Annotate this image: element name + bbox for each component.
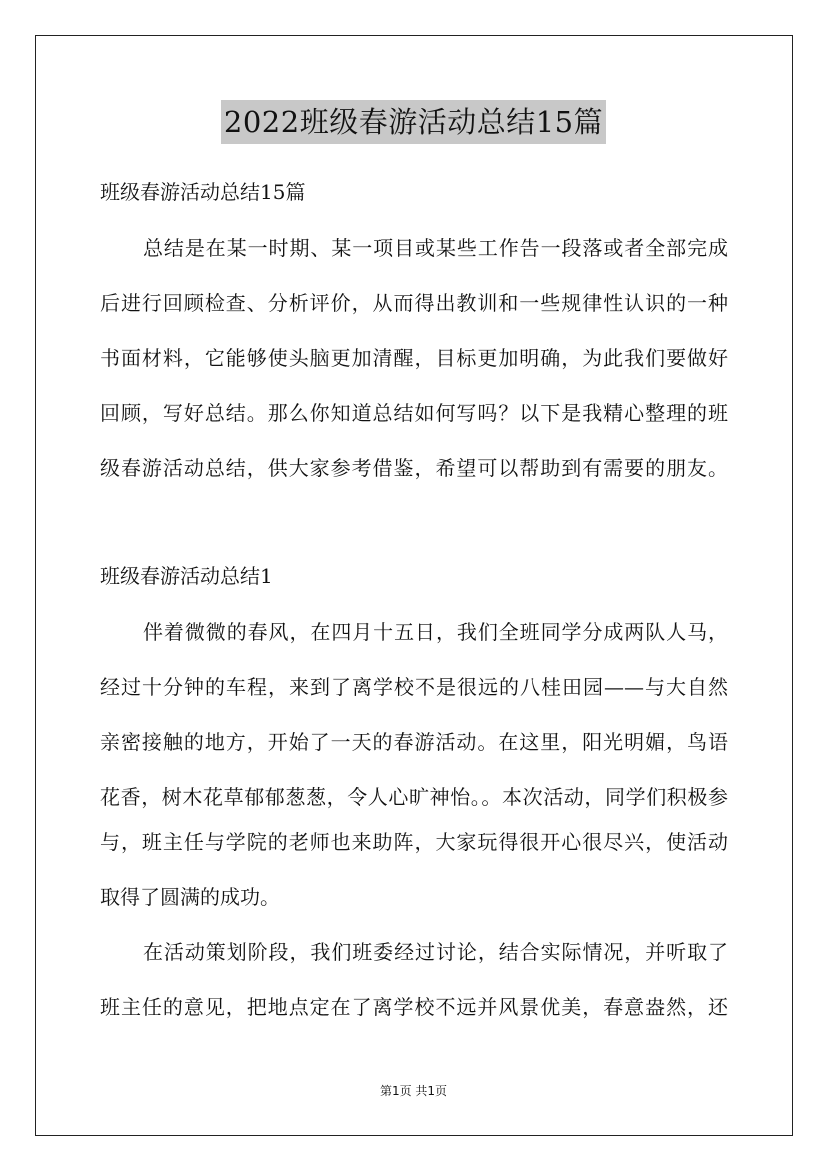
paragraph-line: 花香，树木花草郁郁葱葱，令人心旷神怡。。本次活动，同学们积极参: [100, 785, 728, 809]
intro-line: 后进行回顾检查、分析评价，从而得出教训和一些规律性认识的一种: [100, 291, 728, 315]
title-container: [0, 100, 827, 144]
paragraph-line: 经过十分钟的车程，来到了离学校不是很远的八桂田园——与大自然: [100, 675, 728, 699]
intro-line: 级春游活动总结，供大家参考借鉴，希望可以帮助到有需要的朋友。: [100, 456, 728, 480]
intro-line: 书面材料，它能够使头脑更加清醒，目标更加明确，为此我们要做好: [100, 346, 728, 370]
paragraph-line: 取得了圆满的成功。: [100, 885, 280, 909]
document-title: 2022班级春游活动总结15篇: [221, 100, 606, 144]
intro-line: 总结是在某一时期、某一项目或某些工作告一段落或者全部完成: [143, 236, 728, 260]
paragraph-line: 亲密接触的地方，开始了一天的春游活动。在这里，阳光明媚，鸟语: [100, 730, 728, 754]
paragraph-line: 伴着微微的春风，在四月十五日，我们全班同学分成两队人马，: [143, 620, 728, 644]
subtitle: 班级春游活动总结15篇: [100, 180, 306, 204]
paragraph-line: 班主任的意见，把地点定在了离学校不远并风景优美，春意盎然，还: [100, 995, 728, 1019]
paragraph-line: 在活动策划阶段，我们班委经过讨论，结合实际情况，并听取了: [143, 940, 728, 964]
intro-line: 回顾，写好总结。那么你知道总结如何写吗？以下是我精心整理的班: [100, 401, 728, 425]
page-footer: 第1页 共1页: [379, 1084, 448, 1098]
section-heading: 班级春游活动总结1: [100, 564, 273, 588]
paragraph-line: 与，班主任与学院的老师也来助阵，大家玩得很开心很尽兴，使活动: [100, 830, 728, 854]
